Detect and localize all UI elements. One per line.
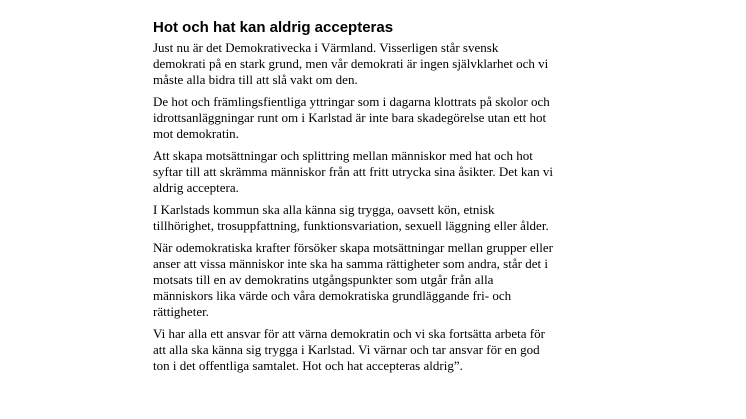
paragraph-line: De hot och främlingsfientliga yttringar som i dagarna klottrats på skolor och — [153, 94, 550, 109]
paragraph-line: ton i det offentliga samtalet. Hot och hat accepteras aldrig”. — [153, 358, 463, 373]
paragraph-line: När odemokratiska krafter försöker skapa motsättningar mellan grupper eller — [153, 240, 553, 255]
paragraph-6 — [153, 326, 623, 374]
paragraph-line: Just nu är det Demokrativecka i Värmland. Visserligen står svensk — [153, 40, 499, 55]
paragraph-line: aldrig acceptera. — [153, 180, 239, 195]
paragraph-line: Att skapa motsättningar och splittring mellan människor med hat och hot — [153, 148, 533, 163]
paragraph-2 — [153, 94, 623, 142]
paragraph-line: anser att vissa människor inte ska ha samma rättigheter som andra, står det i — [153, 256, 548, 271]
document-title: Hot och hat kan aldrig accepteras — [153, 19, 394, 36]
paragraph-line: syftar till att skrämma människor från att fritt utrycka sina åsikter. Det kan vi — [153, 164, 553, 179]
paragraph-line: Vi har alla ett ansvar för att värna demokratin och vi ska fortsätta arbeta för — [153, 326, 545, 341]
paragraph-line: idrottsanläggningar runt om i Karlstad är inte bara skadegörelse utan ett hot — [153, 110, 547, 125]
paragraph-5 — [153, 240, 623, 320]
paragraph-line: måste alla bidra till att slå vakt om den. — [153, 72, 358, 87]
paragraph-line: tillhörighet, trosuppfattning, funktionsvariation, sexuell läggning eller ålder. — [153, 218, 549, 233]
document-page — [153, 19, 623, 380]
paragraph-line: människors lika värde och våra demokratiska grundläggande fri- och — [153, 288, 512, 303]
paragraph-1 — [153, 40, 623, 88]
paragraph-line: rättigheter. — [153, 304, 209, 319]
paragraph-3 — [153, 148, 623, 196]
paragraph-line: demokrati på en stark grund, men vår demokrati är ingen självklarhet och vi — [153, 56, 549, 71]
paragraph-line: att alla ska känna sig trygga i Karlstad. Vi värnar och tar ansvar för en god — [153, 342, 540, 357]
paragraph-line: motsats till en av demokratins utgångspunkter som utgår från alla — [153, 272, 494, 287]
paragraph-line: mot demokratin. — [153, 126, 239, 141]
paragraph-4 — [153, 202, 623, 234]
paragraph-line: I Karlstads kommun ska alla känna sig trygga, oavsett kön, etnisk — [153, 202, 495, 217]
